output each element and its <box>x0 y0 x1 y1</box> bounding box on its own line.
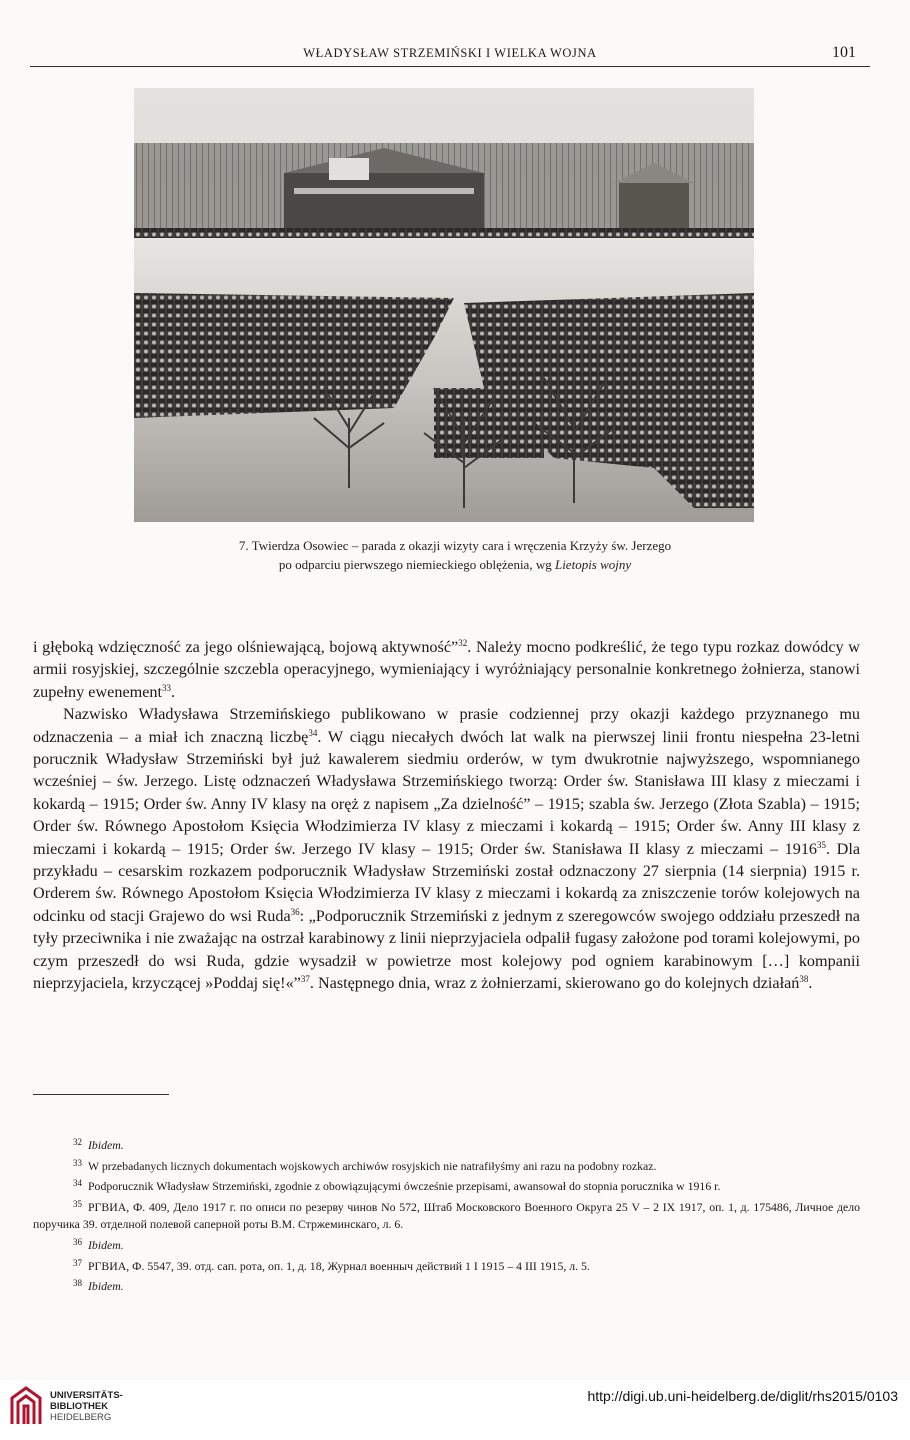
footnote-text: Podporucznik Władysław Strzemiński, zgodnie z obowiązującymi ówcześnie przepisami, awansował do stopnia porucznika w 1916 r. <box>88 1179 721 1194</box>
p2-text-c: . Dla przykładu – cesarskim rozkazem podporucznik Władysław Strzemiński został odznaczony 27 sierpnia (14 sierpnia) 1915 r. Orderem św. Równego Apostołom Księcia Włodzimierza IV klasy z mieczami i kokardą za zniszczenie torów kolejowych na odcinku od stacji Grajewo do wsi Ruda <box>33 839 861 925</box>
historical-parade-photograph-icon <box>134 88 754 522</box>
footnote-34 <box>33 1175 860 1196</box>
footnotes <box>33 1134 860 1296</box>
footnote-number: 37 <box>73 1257 82 1268</box>
p1-text-a: i głęboką wdzięczność za jego olśniewającą, bojową aktywność” <box>33 638 459 656</box>
footnote-33 <box>33 1155 860 1176</box>
footnote-ref-38: 38 <box>799 974 809 985</box>
p2-text-f: . <box>808 974 813 993</box>
page-number: 101 <box>832 44 856 61</box>
library-logo-icon[interactable] <box>8 1384 44 1428</box>
footnote-number: 34 <box>73 1178 82 1189</box>
footnote-number: 38 <box>73 1278 82 1289</box>
logo-line-1: UNIVERSITÄTS- <box>50 1390 123 1401</box>
footnote-ref-34: 34 <box>308 727 318 738</box>
footnote-text: Ibidem. <box>88 1237 124 1252</box>
footnote-38 <box>33 1275 860 1296</box>
p2-text-b: . W ciągu niecałych dwóch lat walk na pierwszej linii frontu niespełna 23-letni porucznik Władysław Strzemiński był już kawalerem siedmiu orderów, w tym dwukrotnie najwyższego, wspomnianego wcześniej – św. Jerzego. Listę odznaczeń Władysława Strzemińskiego tworzą: Order św. Stanisława III klasy z mieczami i kokardą – 1915; Order św. Anny IV klasy na oręż z napisem „Za dzielność” – 1915; szabla św. Jerzego (Złota Szabla) – 1915; Order św. Równego Apostołom Księcia Włodzimierza IV klasy z mieczami i kokardą – 1915; Order św. Anny III klasy z mieczami i kokardą – 1915; Order św. Jerzego IV klasy – 1915; Order św. Stanisława II klasy z mieczami – 1916 <box>33 727 860 858</box>
main-text <box>33 636 860 995</box>
footnote-ref-32: 32 <box>458 638 468 648</box>
footnote-ref-35: 35 <box>817 839 827 850</box>
footnote-number: 36 <box>73 1236 82 1247</box>
footnote-ref-36: 36 <box>290 906 300 917</box>
footnote-ref-37: 37 <box>300 974 310 985</box>
figure-caption <box>80 536 830 574</box>
p1-text-c: . <box>171 682 176 701</box>
footnote-ref-33: 33 <box>162 682 171 693</box>
footnote-text: W przebadanych licznych dokumentach wojskowych archiwów rosyjskich nie natrafiłyśmy ani razu na podobny rozkaz. <box>88 1158 657 1173</box>
paragraph-1 <box>33 636 860 703</box>
running-title: WŁADYSŁAW STRZEMIŃSKI I WIELKA WOJNA <box>303 46 597 60</box>
footnote-35 <box>33 1196 860 1234</box>
footnote-text: РГВИА, Ф. 409, Дело 1917 г. по описи по резерву чинов No 572, Штаб Московского Военного Округа 25 V – 2 IX 1917, оп. 1, д. 175486, Личное дело поручика 39. отделной полевой саперной роты В.М. Стржеминскаго, л. 6. <box>33 1199 860 1232</box>
footnote-36 <box>33 1234 860 1255</box>
p2-text-d: : „Podporucznik Strzemiński z jednym z szeregowców swojego oddziału przeszedł na tyły przeciwnika i nie zważając na ostrzał karabinowy z linii nieprzyjaciela odpalił fugasy założone pod torami kolejowymi, po czym przeszedł do wsi Ruda, gdzie wysadził w powietrze most kolejowy pod ogniem karabinowym […] kompanii nieprzyjaciela, krzyczącej »Poddaj się!«” <box>33 906 860 993</box>
p2-text-e: . Następnego dnia, wraz z żołnierzami, skierowano go do kolejnych działań <box>309 974 800 993</box>
footnote-text: РГВИА, Ф. 5547, 39. отд. сап. рота, оп. 1, д. 18, Журнал военныч действий 1 I 1915 – 4 III 1915, л. 5. <box>88 1258 590 1273</box>
footnote-32 <box>33 1134 860 1155</box>
parade-photograph <box>134 88 754 522</box>
footnote-37 <box>33 1255 860 1276</box>
caption-source-title: Lietopis wojny <box>554 557 632 572</box>
footnote-text: Ibidem. <box>88 1138 124 1152</box>
caption-line-1: 7. Twierdza Osowiec – parada z okazji wizyty cara i wręczenia Krzyży św. Jerzego <box>238 538 672 553</box>
caption-line-2 <box>80 555 830 574</box>
p2-text-a: Nazwisko Władysława Strzemińskiego publikowano w prasie codziennej przy okazji każdego przyznanego mu odznaczenia – a miał ich znaczną liczbę <box>33 705 860 746</box>
footnote-number: 33 <box>73 1157 82 1168</box>
footnote-number: 32 <box>73 1137 82 1147</box>
logo-line-3: HEIDELBERG <box>50 1412 112 1423</box>
logo-line-2: BIBLIOTHEK <box>50 1401 109 1412</box>
footnote-text: Ibidem. <box>88 1279 124 1294</box>
p1-text-b: . Należy mocno podkreślić, że tego typu rozkaz dowódcy w armii rosyjskiej, szczególnie szczebla operacyjnego, wymieniający i wyróżniający personalnie konkretnego żołnierza, stanowi zupełny ewenement <box>33 638 860 701</box>
caption-line-2-text: po odparciu pierwszego niemieckiego oblężenia, wg <box>278 557 555 572</box>
footnote-number: 35 <box>73 1198 82 1209</box>
paragraph-2 <box>33 703 860 994</box>
footnote-divider <box>33 1094 169 1095</box>
running-header <box>30 44 870 67</box>
library-logo-text[interactable] <box>50 1390 123 1423</box>
permalink-url[interactable]: http://digi.ub.uni-heidelberg.de/diglit/rhs2015/0103 <box>587 1388 898 1404</box>
